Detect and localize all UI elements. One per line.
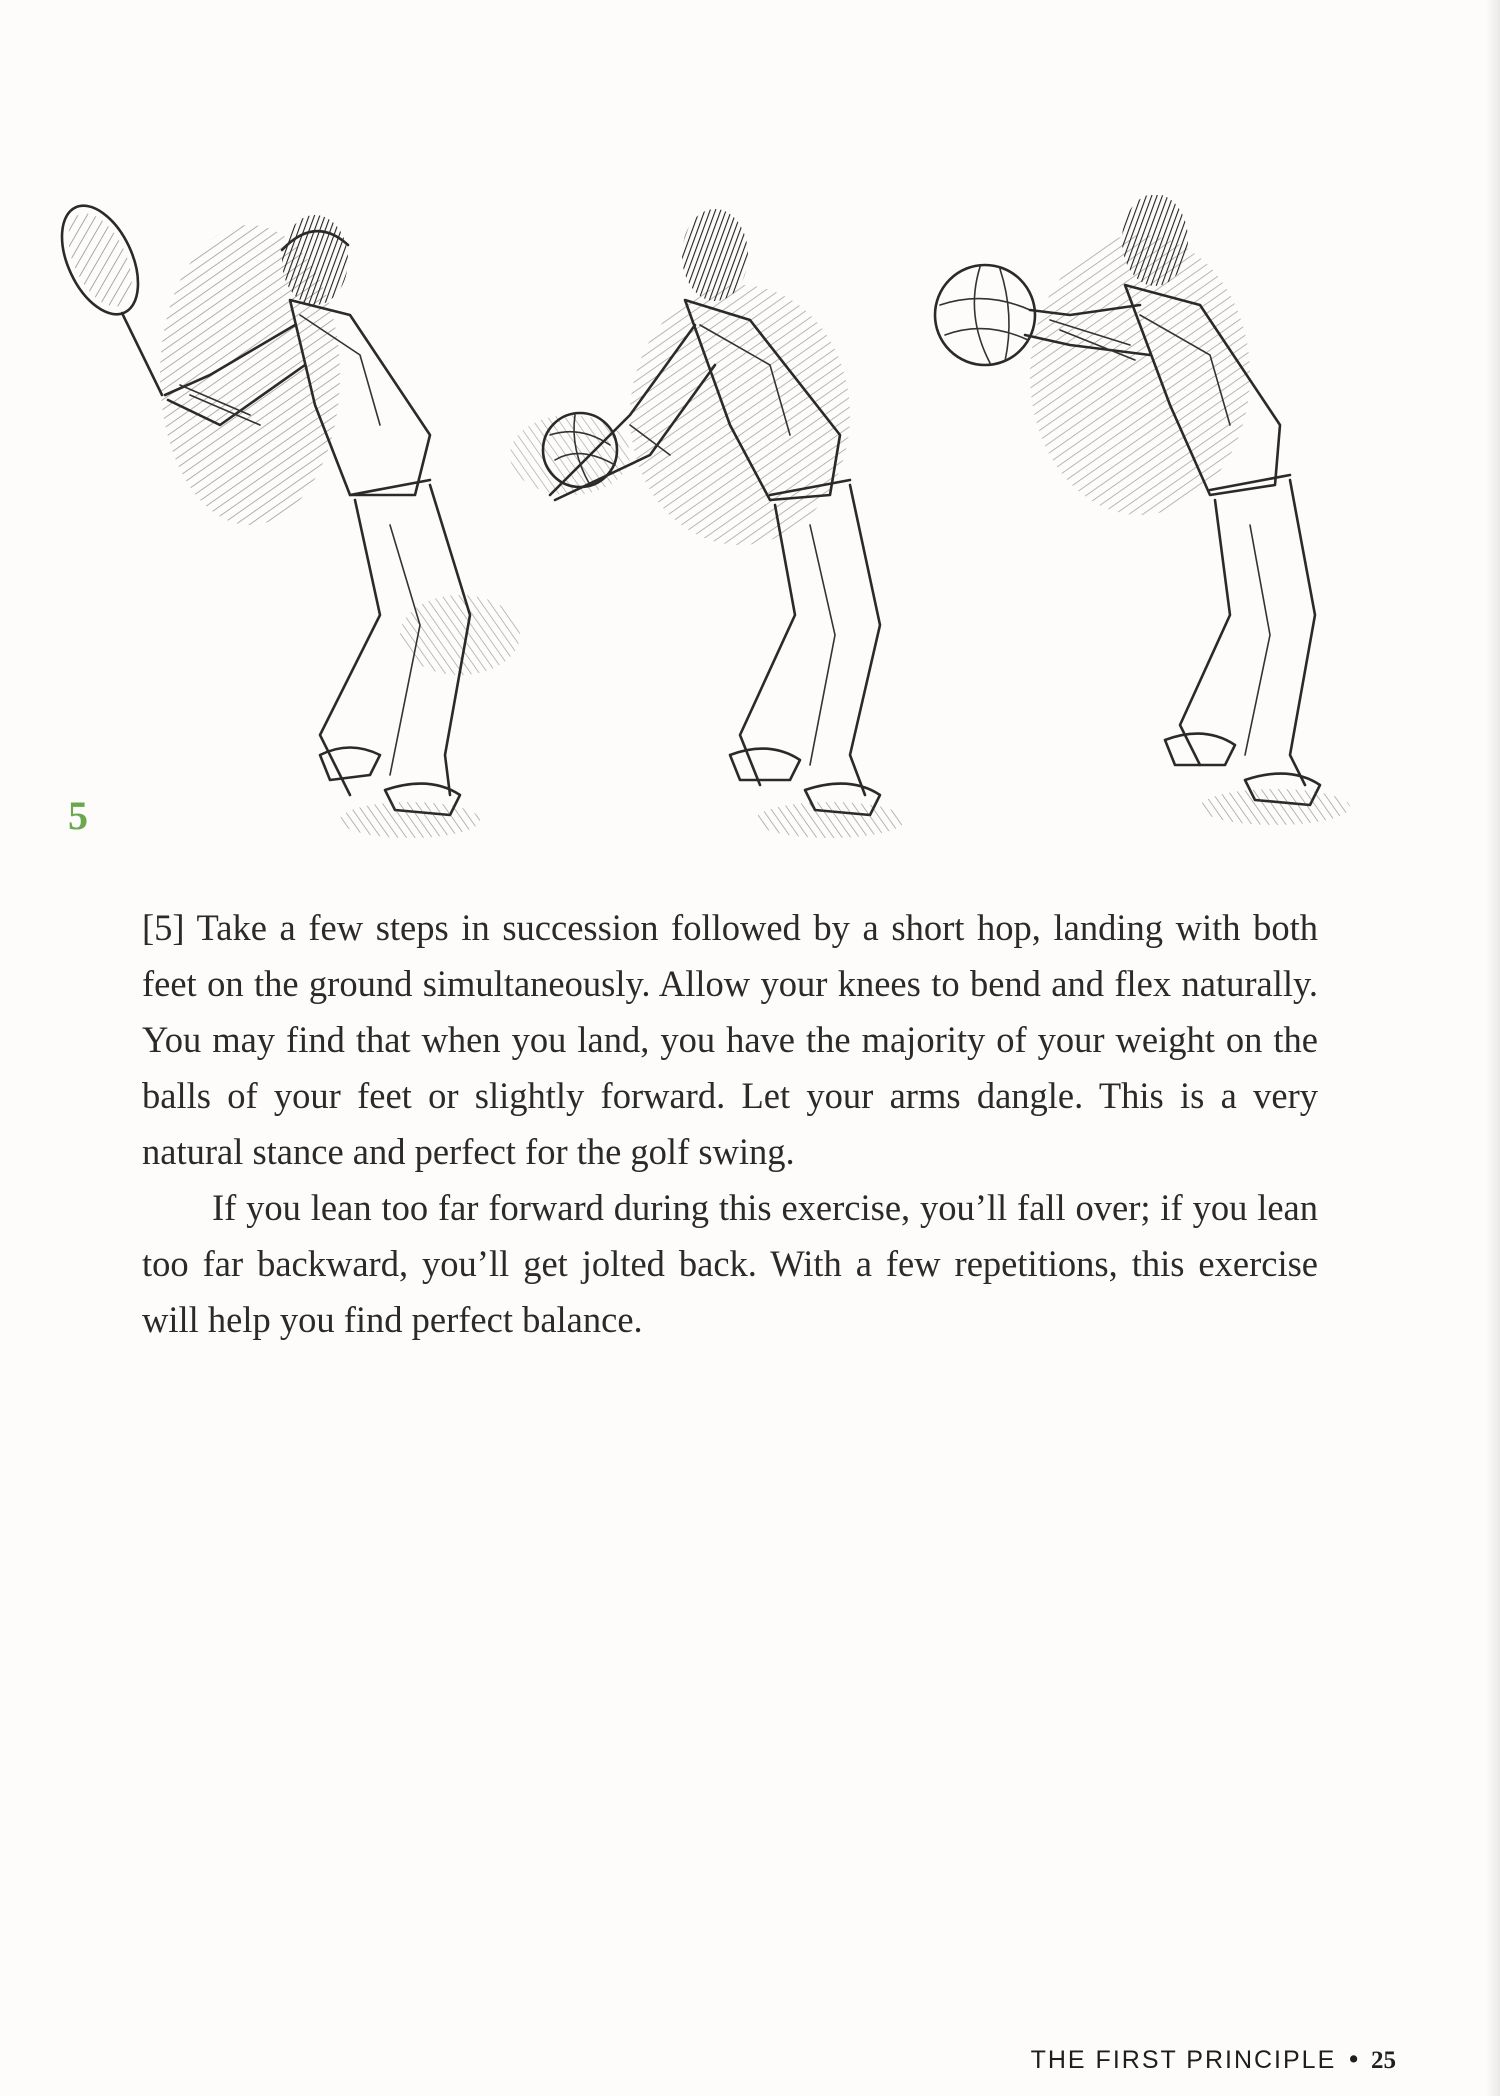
page-edge-shadow (1486, 0, 1500, 2096)
page-footer (1031, 2045, 1396, 2075)
page-number: 25 (1371, 2047, 1396, 2074)
ready-stance-drawings (50, 195, 1350, 875)
tennis-figure (50, 195, 520, 838)
running-head: THE FIRST PRINCIPLE (1030, 2046, 1337, 2074)
basketball-figure (935, 195, 1350, 825)
tennis-racket (50, 195, 162, 395)
figure-illustrations (50, 195, 1350, 875)
figure-number: 5 (68, 793, 88, 838)
body-text (142, 900, 1318, 1348)
basketball (935, 265, 1035, 365)
paragraph-2: If you lean too far forward during this exercise, you’ll fall over; if you lean too far backward, you’ll get jolted back. With a few repetitions, this exercise will help you find perfect balance. (142, 1187, 1318, 1340)
paragraph-1: [5] Take a few steps in succession followed by a short hop, landing with both feet on the ground simultaneously. Allow your knees to bend and flex naturally. You may find that when you land, you have the majority of your weight on the balls of your feet or slightly forward. Let your arms dangle. This is a very natural stance and perfect for the golf swing. (142, 907, 1318, 1172)
footer-separator: • (1346, 2045, 1361, 2074)
volleyball-figure (510, 209, 905, 838)
